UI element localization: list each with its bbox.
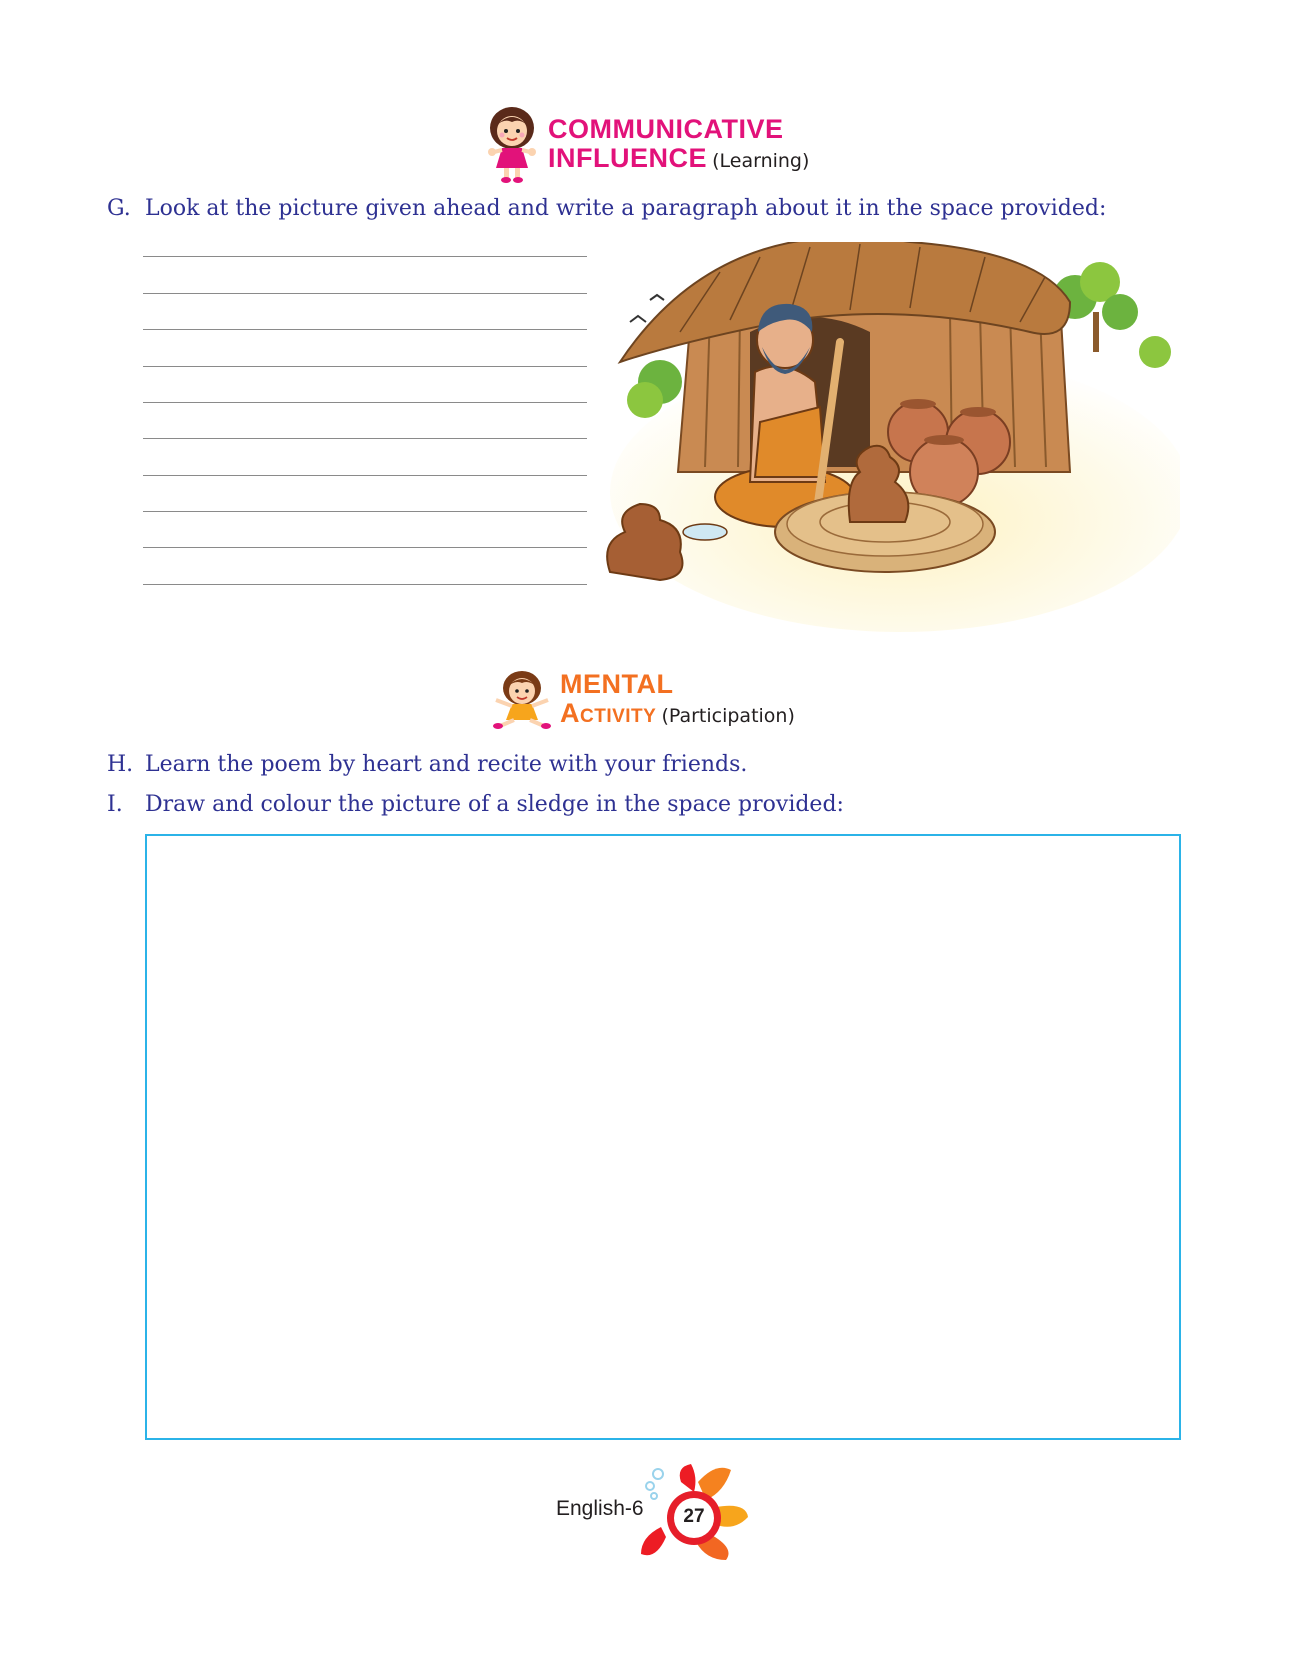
section-subtitle: (Learning) <box>712 150 810 172</box>
writing-line[interactable] <box>143 475 587 476</box>
writing-line[interactable] <box>143 584 587 585</box>
section-title-line1: COMMUNICATIVE <box>548 114 784 144</box>
writing-line[interactable] <box>143 256 587 257</box>
section-header-communicative <box>482 104 809 184</box>
drawing-area-box[interactable] <box>145 834 1181 1440</box>
writing-line[interactable] <box>143 293 587 294</box>
question-text: Draw and colour the picture of a sledge in the space provided: <box>145 792 844 817</box>
page-number-text: 27 <box>683 1506 705 1527</box>
potter-at-wheel-illustration <box>600 242 1180 642</box>
question-text: Learn the poem by heart and recite with your friends. <box>145 752 748 777</box>
section-header-mental-activity <box>490 668 795 730</box>
writing-line[interactable] <box>143 547 587 548</box>
section-subtitle: (Participation) <box>661 705 795 727</box>
book-title: English-6 <box>556 1497 644 1520</box>
girl-mascot-icon <box>482 104 542 184</box>
footer-book-label <box>556 1497 644 1521</box>
writing-line[interactable] <box>143 402 587 403</box>
section-title-line2: INFLUENCE <box>548 143 707 173</box>
writing-line[interactable] <box>143 329 587 330</box>
writing-line[interactable] <box>143 438 587 439</box>
question-number: I. <box>107 792 123 817</box>
section-title-line1: MENTAL <box>560 669 674 699</box>
writing-line[interactable] <box>143 511 587 512</box>
writing-line[interactable] <box>143 366 587 367</box>
girl-mascot-icon <box>490 668 554 730</box>
question-number: G. <box>107 196 131 221</box>
page-number <box>674 1506 714 1528</box>
question-text: Look at the picture given ahead and write a paragraph about it in the space provided: <box>145 196 1107 221</box>
question-h <box>107 752 747 777</box>
question-i <box>107 792 844 817</box>
question-g <box>107 196 1106 221</box>
section-title-line2: Activity <box>560 698 657 728</box>
question-number: H. <box>107 752 134 777</box>
